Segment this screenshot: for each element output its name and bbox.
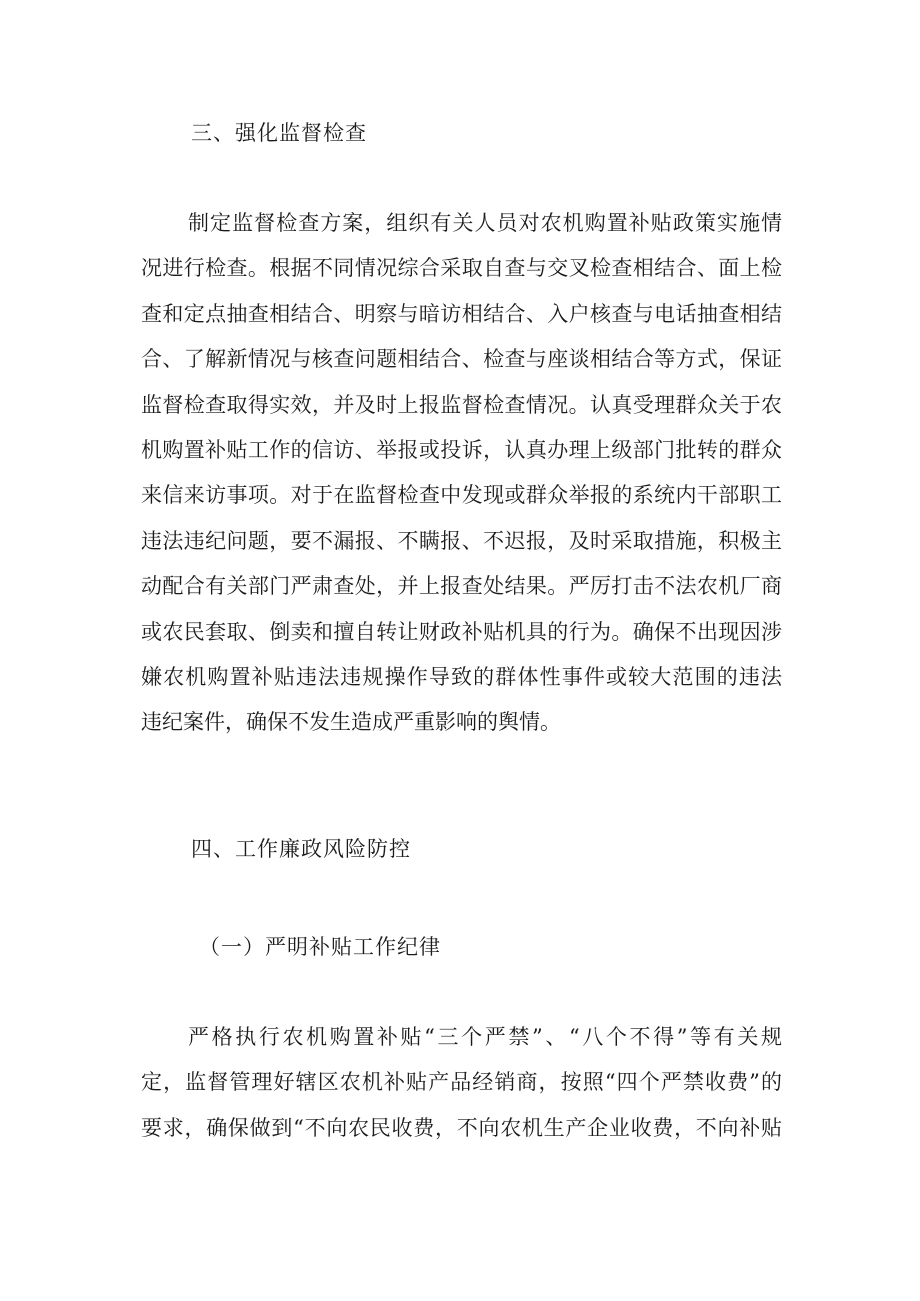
paragraph-line: 查和定点抽查相结合、明察与暗访相结合、入户核查与电话抽查相结 xyxy=(141,301,782,326)
paragraph-line: 嫌农机购置补贴违法违规操作导致的群体性事件或较大范围的违法 xyxy=(141,664,782,689)
section-3-paragraph xyxy=(141,201,782,746)
paragraph-line: 违法违纪问题，要不漏报、不瞒报、不迟报，及时采取措施，积极主 xyxy=(141,528,782,553)
subsection-heading-1: （一）严明补贴工作纪律 xyxy=(199,935,441,959)
paragraph-line: 监督检查取得实效，并及时上报监督检查情况。认真受理群众关于农 xyxy=(141,392,782,417)
paragraph-line: 要求，确保做到“不向农民收费，不向农机生产企业收费，不向补贴 xyxy=(141,1115,782,1140)
paragraph-line: 定，监督管理好辖区农机补贴产品经销商，按照“四个严禁收费”的 xyxy=(141,1070,782,1095)
section-heading-3: 三、强化监督检查 xyxy=(191,121,367,145)
section-4-paragraph xyxy=(141,1015,782,1151)
paragraph-line: 严格执行农机购置补贴“三个严禁”、“八个不得”等有关规 xyxy=(188,1025,782,1049)
paragraph-line: 况进行检查。根据不同情况综合采取自查与交叉检查相结合、面上检 xyxy=(141,256,782,281)
paragraph-line: 机购置补贴工作的信访、举报或投诉，认真办理上级部门批转的群众 xyxy=(141,437,782,462)
paragraph-line: 合、了解新情况与核查问题相结合、检查与座谈相结合等方式，保证 xyxy=(141,347,782,372)
paragraph-line: 来信来访事项。对于在监督检查中发现或群众举报的系统内干部职工 xyxy=(141,483,782,508)
paragraph-line: 或农民套取、倒卖和擅自转让财政补贴机具的行为。确保不出现因涉 xyxy=(141,619,782,644)
paragraph-line: 违纪案件，确保不发生造成严重影响的舆情。 xyxy=(141,710,561,735)
paragraph-line: 制定监督检查方案，组织有关人员对农机购置补贴政策实施情 xyxy=(188,211,782,235)
section-heading-4: 四、工作廉政风险防控 xyxy=(191,837,411,861)
paragraph-line: 动配合有关部门严肃查处，并上报查处结果。严厉打击不法农机厂商 xyxy=(141,574,782,599)
